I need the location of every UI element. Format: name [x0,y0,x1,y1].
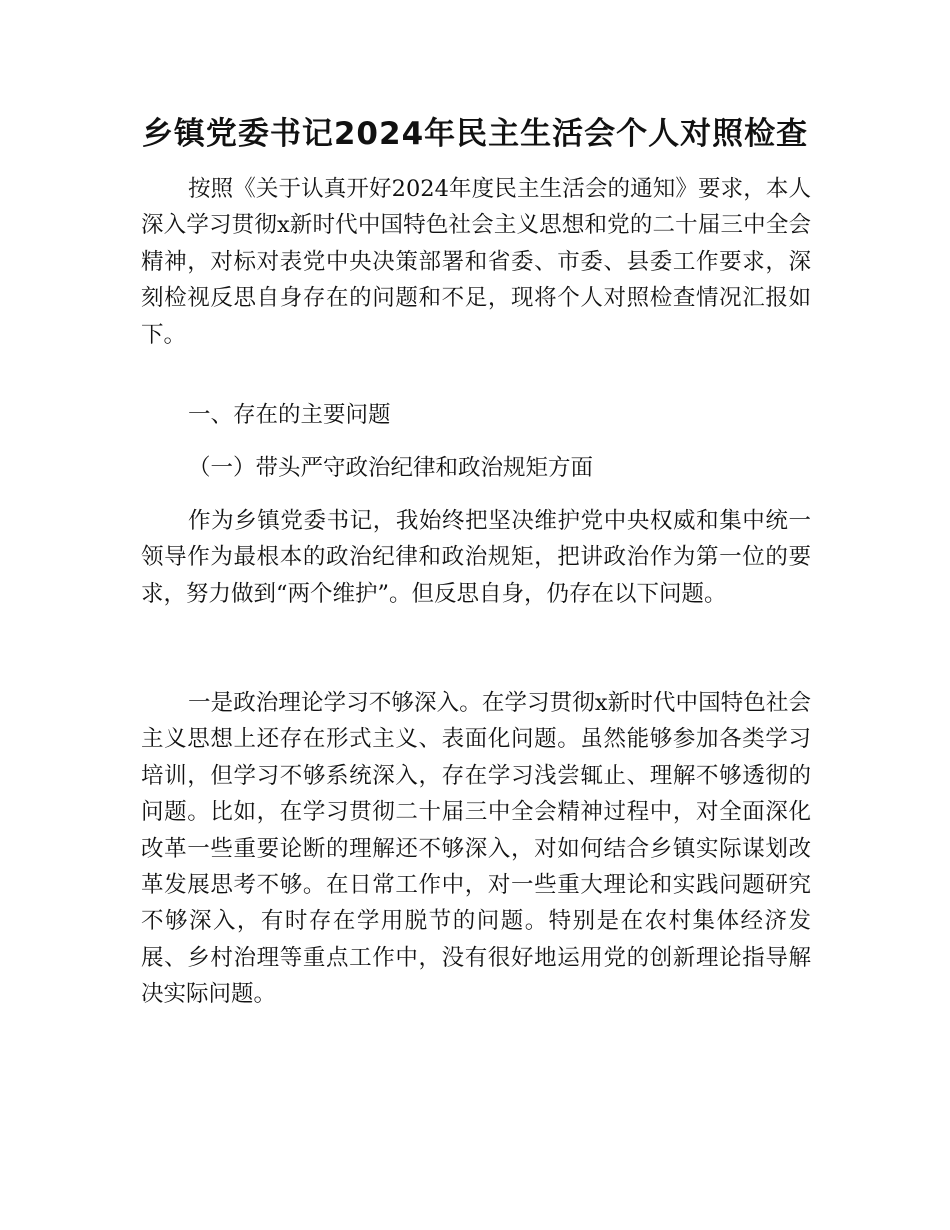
intro-paragraph: 按照《关于认真开好2024年度民主生活会的通知》要求，本人深入学习贯彻x新时代中国特色社会主义思想和党的二十届三中全会精神，对标对表党中央决策部署和省委、市委、县委工作要求，深刻检视反思自身存在的问题和不足，现将个人对照检查情况汇报如下。 [141,176,811,348]
subsection-heading-1: （一）带头严守政治纪律和政治规矩方面 [188,455,594,481]
problem-paragraph-1: 一是政治理论学习不够深入。在学习贯彻x新时代中国特色社会主义思想上还存在形式主义、表面化问题。虽然能够参加各类学习培训，但学习不够系统深入，存在学习浅尝辄止、理解不够透彻的问题。比如，在学习贯彻二十届三中全会精神过程中，对全面深化改革一些重要论断的理解还不够深入，对如何结合乡镇实际谋划改革发展思考不够。在日常工作中，对一些重大理论和实践问题研究不够深入，有时存在学用脱节的问题。特别是在农村集体经济发展、乡村治理等重点工作中，没有很好地运用党的创新理论指导解决实际问题。 [141,690,811,1008]
section-heading-1: 一、存在的主要问题 [188,402,391,428]
subsection-intro-paragraph: 作为乡镇党委书记，我始终把坚决维护党中央权威和集中统一领导作为最根本的政治纪律和政治规矩，把讲政治作为第一位的要求，努力做到“两个维护”。但反思自身，仍存在以下问题。 [141,508,811,607]
document-title: 乡镇党委书记2024年民主生活会个人对照检查 [141,116,809,152]
